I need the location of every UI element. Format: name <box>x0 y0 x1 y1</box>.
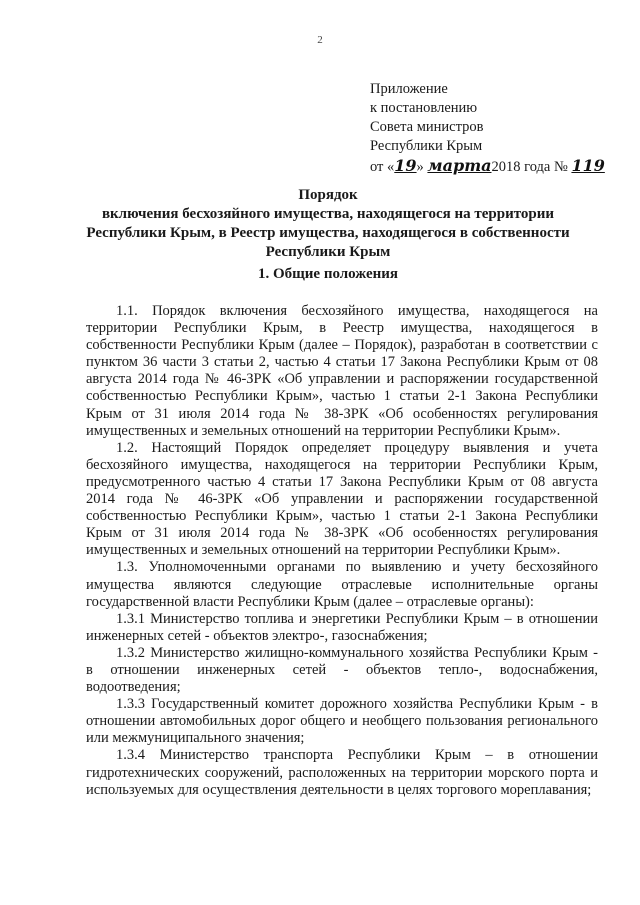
date-mid: » <box>416 159 428 175</box>
appendix-line: Республики Крым <box>370 138 483 154</box>
resolution-date-line <box>370 156 605 177</box>
title-line: Республики Крым, в Реестр имущества, находящегося в собственности <box>86 225 570 241</box>
appendix-line: Приложение <box>370 81 448 97</box>
paragraph-1-3-1: 1.3.1 Министерство топлива и энергетики Республики Крым – в отношении инженерных сетей - объектов электро-, газоснабжения; <box>86 610 598 644</box>
page-number: 2 <box>317 34 323 46</box>
appendix-line: Совета министров <box>370 119 484 135</box>
date-year: 2018 года № <box>491 159 572 175</box>
document-title <box>78 186 578 262</box>
section-heading: 1. Общие положения <box>257 266 399 282</box>
paragraph-1-3-2: 1.3.2 Министерство жилищно-коммунального хозяйства Республики Крым - в отношении инженерных сетей - объектов тепло-, водоснабжения, водоотведения; <box>86 644 598 696</box>
document-body <box>86 303 598 799</box>
handwritten-month: марта <box>427 156 492 175</box>
appendix-line: к постановлению <box>370 100 478 116</box>
paragraph-1-3-4: 1.3.4 Министерство транспорта Республики Крым – в отношении гидротехнических сооружений, расположенных на территории морского порта и используемых для осуществления деятельности в целях торгового мореплавания; <box>86 747 598 798</box>
paragraph-1-3-3: 1.3.3 Государственный комитет дорожного хозяйства Республики Крым - в отношении автомобильных дорог общего и необщего пользования регионального или межмуниципального значения; <box>86 696 598 747</box>
paragraph-1-3: 1.3. Уполномоченными органами по выявлению и учету бесхозяйного имущества являются следующие отраслевые исполнительные органы государственной власти Республики Крым (далее – отраслевые органы): <box>86 559 598 610</box>
appendix-block <box>370 80 605 177</box>
title-line: Порядок <box>298 187 358 203</box>
handwritten-number: 119 <box>571 156 605 175</box>
paragraph-1-1: 1.1. Порядок включения бесхозяйного имущества, находящегося на территории Республики Крым, в Реестр имущества, находящегося в собственности Республики Крым (далее – Порядок), разработан в соответствии с пунктом 36 части 3 статьи 2, частью 4 статьи 17 Закона Республики Крым от 08 августа 2014 года № 46-ЗРК «Об управлении и распоряжении государственной собственностью Республики Крым», частью 1 статьи 2-1 Закона Республики Крым от 31 июля 2014 года № 38-ЗРК «Об особенностях регулирования имущественных и земельных отношений на территории Республики Крым». <box>86 303 598 439</box>
paragraph-1-2: 1.2. Настоящий Порядок определяет процедуру выявления и учета бесхозяйного имущества, находящегося на территории Республики Крым, предусмотренного частью 4 статьи 17 Закона Республики Крым от 08 августа 2014 года № 46-ЗРК «Об управлении и распоряжении государственной собственностью Республики Крым», частью 1 статьи 2-1 Закона Республики Крым от 31 июля 2014 года № 38-ЗРК «Об особенностях регулирования имущественных и земельных отношений на территории Республики Крым». <box>86 439 598 559</box>
date-prefix: от « <box>370 159 395 175</box>
title-line: Республики Крым <box>265 244 391 260</box>
title-line: включения бесхозяйного имущества, находящегося на территории <box>101 206 555 222</box>
handwritten-day: 19 <box>394 156 417 175</box>
